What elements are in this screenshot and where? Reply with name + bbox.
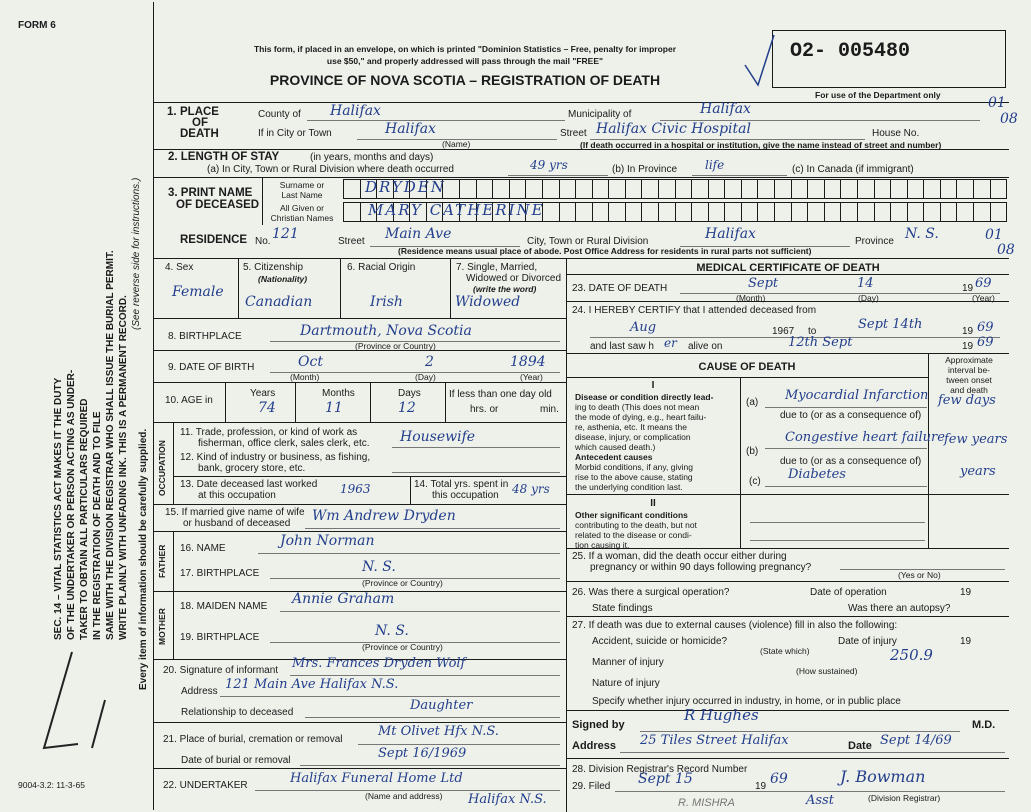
registrar-assistant: Asst	[806, 793, 834, 808]
interval-header-1: Approximate	[945, 355, 993, 365]
age-years-label: Years	[250, 388, 276, 399]
residence-province-label: Province	[855, 236, 894, 247]
burial-value: Mt Olivet Hfx N.S.	[378, 724, 499, 739]
father-name-value: John Norman	[280, 533, 375, 549]
last-saw-her: er	[664, 336, 677, 350]
residence-no-label: No.	[255, 236, 271, 247]
how-sustained-caption: (How sustained)	[796, 666, 858, 676]
filed-year-prefix: 19	[755, 781, 767, 792]
sidebar-line-6: WRITE PLAINLY WITH UNFADING INK. THIS IS A PERMANENT RECORD.	[118, 295, 129, 640]
mother-birthplace-label: 19. BIRTHPLACE	[180, 632, 260, 643]
signed-label: Signed by	[572, 719, 625, 731]
stay-a-value: 49 yrs	[530, 158, 568, 172]
city-value: Halifax	[385, 121, 436, 137]
sidebar-line-2: OF THE UNDERTAKER OR PERSON ACTING AS UNDER-	[66, 369, 77, 640]
physician-address-label: Address	[572, 740, 617, 752]
age-years: 74	[258, 400, 276, 416]
city-name-caption: (Name)	[442, 139, 471, 149]
record-number-label: 28. Division Registrar's Record Number	[572, 764, 748, 775]
place-street-label: Street	[560, 128, 587, 139]
interval-header-4: and death	[950, 385, 988, 395]
sex-value: Female	[172, 284, 224, 300]
attended-to-year: 69	[977, 320, 994, 335]
physician-address: 25 Tiles Street Halifax	[640, 733, 789, 748]
marital-value: Widowed	[455, 294, 521, 310]
father-name-label: 16. NAME	[180, 543, 226, 554]
burial-date-label: Date of burial or removal	[181, 755, 291, 766]
name-label-1: 3. PRINT NAME	[168, 187, 253, 199]
stay-b-label: (b) In Province	[612, 164, 678, 175]
woman-label-2: pregnancy or within 90 days following pregnancy?	[590, 562, 812, 573]
registrar-signature: J. Bowman	[840, 767, 926, 786]
dod-month-caption: (Month)	[736, 293, 766, 303]
total-years-value: 48 yrs	[512, 482, 550, 496]
residence-code-2: 08	[997, 242, 1015, 258]
hospital-note: (If death occurred in a hospital or institution, give the name instead of street and number)	[580, 140, 942, 150]
antecedent-label-4: the underlying condition last.	[575, 482, 683, 492]
yes-no-caption: (Yes or No)	[898, 570, 941, 580]
cause-b-value: Congestive heart failure	[785, 430, 945, 445]
registration-number: O2- 005480	[790, 40, 911, 63]
undertaker-value-2: Halifax N.S.	[468, 792, 547, 807]
birthplace-caption: (Province or Country)	[355, 341, 436, 351]
interval-b-value: few years	[944, 432, 1008, 447]
dob-month: Oct	[298, 354, 323, 370]
surname-value: DRYDEN	[365, 178, 446, 196]
sidebar-line-8: Every item of information should be carefully supplied.	[138, 428, 149, 690]
mail-notice-2: use $50," and properly addressed will pass through the mail "FREE"	[326, 56, 604, 66]
state-which-caption: (State which)	[760, 646, 810, 656]
certify-label: 24. I HEREBY CERTIFY that I attended deceased from	[572, 305, 817, 316]
residence-city-label: City, Town or Rural Division	[527, 236, 649, 247]
attended-to-year-prefix: 19	[962, 326, 974, 337]
dob-day: 2	[425, 354, 434, 370]
undertaker-caption: (Name and address)	[365, 791, 443, 801]
mother-birthplace-value: N. S.	[375, 623, 409, 639]
place-of-label: OF	[192, 117, 208, 129]
age-days: 12	[398, 400, 416, 416]
marital-label-3: (write the word)	[473, 284, 537, 294]
attended-from-year: 1967	[772, 326, 795, 337]
last-worked-label-1: 13. Date deceased last worked	[180, 479, 318, 490]
trade-label-1: 11. Trade, profession, or kind of work as	[180, 427, 358, 438]
birthplace-label: 8. BIRTHPLACE	[168, 331, 242, 342]
total-years-label-1: 14. Total yrs. spent in	[414, 479, 509, 490]
residence-note: (Residence means usual place of abode. Post Office Address for residents in rural parts not sufficient)	[398, 246, 812, 256]
racial-value: Irish	[370, 294, 403, 310]
residence-street: Main Ave	[385, 226, 452, 242]
check-mark	[740, 30, 780, 90]
cause-a-value: Myocardial Infarction	[785, 388, 929, 403]
age-hrs-label: hrs. or	[470, 404, 499, 415]
place-code-1: 01	[988, 95, 1006, 111]
physician-date-label: Date	[848, 740, 872, 752]
industry-label-2: bank, grocery store, etc.	[198, 463, 306, 474]
age-label: 10. AGE in	[165, 395, 213, 406]
trade-label-2: fisherman, office clerk, sales clerk, etc.	[198, 438, 370, 449]
filed-label: 29. Filed	[572, 781, 611, 792]
injury-date-label: Date of injury	[838, 636, 897, 647]
stay-sub: (in years, months and days)	[310, 152, 434, 163]
burial-label: 21. Place of burial, cremation or removal	[163, 734, 343, 745]
age-months: 11	[325, 400, 343, 416]
spouse-value: Wm Andrew Dryden	[312, 508, 456, 524]
last-saw-label-1: and last saw h	[590, 341, 654, 352]
given-label-2: Christian Names	[270, 213, 334, 223]
place-street-value: Halifax Civic Hospital	[596, 121, 751, 137]
cause-c-value: Diabetes	[788, 467, 846, 482]
name-label-2: OF DECEASED	[176, 199, 260, 211]
dob-day-caption: (Day)	[415, 372, 436, 382]
father-birthplace-value: N. S.	[362, 559, 396, 575]
disease-label-5: disease, injury, or complication	[575, 432, 691, 442]
relationship-label: Relationship to deceased	[181, 707, 294, 718]
last-saw-year: 69	[977, 335, 994, 350]
residence-province: N. S.	[905, 226, 939, 242]
age-min-label: min.	[540, 404, 559, 415]
autopsy-label: Was there an autopsy?	[848, 603, 951, 614]
father-birthplace-caption: (Province or Country)	[362, 578, 443, 588]
dob-label: 9. DATE OF BIRTH	[168, 362, 255, 373]
informant-value: Mrs. Frances Dryden Wolf	[292, 656, 466, 671]
form-title: PROVINCE OF NOVA SCOTIA – REGISTRATION OF DEATH	[269, 72, 661, 88]
other-label-2: contributing to the death, but not	[575, 520, 697, 530]
attended-to: Sept 14th	[858, 317, 923, 332]
interval-a-value: few days	[938, 393, 996, 408]
attended-to-label: to	[808, 326, 817, 337]
last-saw-value: 12th Sept	[788, 335, 853, 350]
part-two-label: II	[650, 498, 656, 509]
father-vertical: FATHER	[157, 544, 167, 578]
sidebar-line-5: SAME WITH THE DIVISION REGISTRAR WHO SHALL ISSUE THE BURIAL PERMIT.	[105, 250, 116, 640]
dob-year: 1894	[510, 354, 546, 370]
cause-c-marker: (c)	[749, 476, 761, 487]
form-label: FORM 6	[18, 20, 56, 31]
operation-date-label: Date of operation	[810, 587, 887, 598]
mail-notice-1: This form, if placed in an envelope, on which is printed "Dominion Statistics – Free, penalty for improper	[253, 44, 677, 54]
residence-city: Halifax	[705, 226, 756, 242]
mother-birthplace-caption: (Province or Country)	[362, 642, 443, 652]
filed-date: Sept 15	[638, 771, 693, 787]
physician-signature: R Hughes	[684, 706, 759, 724]
place-code-2: 08	[1000, 111, 1018, 127]
dod-year-caption: (Year)	[972, 293, 995, 303]
injury-code: 250.9	[890, 646, 933, 664]
other-label-3: related to the disease or condi-	[575, 530, 692, 540]
interval-header-3: tween onset	[946, 375, 992, 385]
age-days-label: Days	[398, 388, 421, 399]
filed-year: 69	[770, 771, 788, 787]
racial-label: 6. Racial Origin	[347, 262, 416, 273]
dod-label: 23. DATE OF DEATH	[572, 283, 668, 294]
citizenship-sub: (Nationality)	[258, 274, 308, 284]
other-label-1: Other significant conditions	[575, 510, 688, 520]
injury-year-prefix: 19	[960, 636, 972, 647]
residence-street-label: Street	[338, 236, 365, 247]
industry-label-1: 12. Kind of industry or business, as fishing,	[180, 452, 371, 463]
physician-date: Sept 14/69	[880, 733, 952, 748]
undertaker-value: Halifax Funeral Home Ltd	[290, 771, 463, 786]
informant-label: 20. Signature of informant	[163, 665, 279, 676]
division-registrar-caption: (Division Registrar)	[868, 793, 941, 803]
given-label-1: All Given or	[280, 203, 324, 213]
given-name-value: MARY CATHERINE	[368, 201, 545, 219]
stay-b-value: life	[705, 158, 725, 172]
undertaker-label: 22. UNDERTAKER	[163, 780, 248, 791]
violence-label: 27. If death was due to external causes (violence) fill in also the following:	[572, 620, 898, 631]
antecedent-label-3: rise to the above cause, stating	[575, 472, 693, 482]
nature-label: Nature of injury	[592, 678, 660, 689]
marital-label-1: 7. Single, Married,	[456, 262, 538, 273]
stay-label: 2. LENGTH OF STAY	[168, 151, 280, 163]
spouse-label-2: or husband of deceased	[183, 518, 291, 529]
antecedent-label-1: Antecedent causes	[575, 452, 653, 462]
md-label: M.D.	[972, 719, 996, 731]
antecedent-label-2: Morbid conditions, if any, giving	[575, 462, 693, 472]
form-print-number: 9004-3.2: 11-3-65	[18, 780, 85, 790]
part-one-label: I	[651, 380, 655, 391]
disease-label-4: re, asthenia, etc. It means the	[575, 422, 687, 432]
disease-label-2: ing to death (This does not mean	[575, 402, 700, 412]
surname-label-1: Surname or	[279, 180, 325, 190]
trade-value: Housewife	[400, 429, 476, 445]
medical-header: MEDICAL CERTIFICATE OF DEATH	[696, 262, 880, 274]
specify-label: Specify whether injury occurred in industry, in home, or in public place	[592, 696, 901, 707]
operation-year-prefix: 19	[960, 587, 972, 598]
last-worked-label-2: at this occupation	[198, 490, 276, 501]
surgery-label: 26. Was there a surgical operation?	[572, 587, 730, 598]
sidebar-line-7: (See reverse side for instructions.)	[131, 177, 142, 330]
disease-label-3: the mode of dying, e.g., heart failu-	[575, 412, 707, 422]
cause-b-marker: (b)	[746, 446, 759, 457]
dob-year-caption: (Year)	[520, 372, 543, 382]
marital-label-2: Widowed or Divorced	[466, 273, 562, 284]
stay-c-label: (c) In Canada (if immigrant)	[792, 164, 914, 175]
municipality-label: Municipality of	[568, 109, 632, 120]
age-less-label: If less than one day old	[449, 389, 552, 400]
occupation-vertical: OCCUPATION	[157, 440, 167, 496]
mother-name-label: 18. MAIDEN NAME	[180, 601, 268, 612]
residence-no: 121	[272, 226, 299, 242]
informant-address-value: 121 Main Ave Halifax N.S.	[225, 677, 399, 692]
residence-label: RESIDENCE	[180, 234, 248, 246]
due-to-a: due to (or as a consequence of)	[780, 410, 922, 421]
last-saw-label-2: alive on	[688, 341, 723, 352]
dod-day-caption: (Day)	[858, 293, 879, 303]
dod-day: 14	[857, 276, 874, 291]
interval-c-value: years	[960, 464, 996, 479]
last-saw-year-prefix: 19	[962, 341, 974, 352]
stay-a-label: (a) In City, Town or Rural Division where death occurred	[207, 164, 454, 175]
age-months-label: Months	[322, 388, 355, 399]
informant-address-label: Address	[181, 686, 218, 697]
mother-vertical: MOTHER	[157, 608, 167, 645]
residence-code-1: 01	[985, 227, 1003, 243]
citizenship-label: 5. Citizenship	[243, 262, 304, 273]
department-use-caption: For use of the Department only	[815, 90, 941, 100]
father-birthplace-label: 17. BIRTHPLACE	[180, 568, 260, 579]
attended-from: Aug	[630, 320, 657, 335]
place-label: PLACE	[180, 106, 219, 118]
disease-label-6: which caused death.)	[575, 442, 656, 452]
due-to-b: due to (or as a consequence of)	[780, 456, 922, 467]
place-num: 1.	[167, 106, 177, 118]
dod-year-prefix: 19	[962, 283, 974, 294]
sidebar-line-1: SEC. 14 – VITAL STATISTICS ACT MAKES IT THE DUTY	[53, 377, 64, 640]
place-death-label: DEATH	[180, 128, 219, 140]
surname-label-2: Last Name	[281, 190, 323, 200]
sidebar-line-3: TAKER TO OBTAIN ALL PARTICULARS REQUIRED	[79, 398, 90, 640]
other-label-4: tion causing it.	[575, 540, 630, 550]
cause-header: CAUSE OF DEATH	[698, 361, 796, 373]
disease-label-1: Disease or condition directly lead-	[575, 392, 714, 402]
registrar-stamp: R. MISHRA	[678, 797, 735, 809]
findings-label: State findings	[592, 603, 653, 614]
dod-month: Sept	[748, 276, 779, 291]
county-value: Halifax	[330, 103, 381, 119]
house-no-label: House No.	[872, 128, 920, 139]
municipality-value: Halifax	[700, 101, 751, 117]
woman-label-1: 25. If a woman, did the death occur either during	[572, 551, 787, 562]
citizenship-value: Canadian	[245, 294, 313, 310]
interval-header-2: interval be-	[947, 365, 991, 375]
pencil-mark	[30, 640, 120, 770]
last-worked-value: 1963	[340, 482, 371, 496]
manner-label: Manner of injury	[592, 657, 664, 668]
accident-label: Accident, suicide or homicide?	[592, 636, 728, 647]
dob-month-caption: (Month)	[290, 372, 320, 382]
county-label: County of	[258, 109, 301, 120]
mother-name-value: Annie Graham	[292, 591, 395, 607]
sidebar-line-4: IN THE REGISTRATION OF DEATH AND TO FILE	[92, 411, 103, 640]
relationship-value: Daughter	[410, 698, 473, 713]
spouse-label-1: 15. If married give name of wife	[165, 507, 305, 518]
burial-date-value: Sept 16/1969	[378, 746, 467, 761]
total-years-label-2: this occupation	[432, 490, 499, 501]
cause-a-marker: (a)	[746, 397, 759, 408]
city-label: If in City or Town	[258, 128, 332, 139]
birthplace-value: Dartmouth, Nova Scotia	[300, 323, 472, 339]
dod-year: 69	[975, 276, 992, 291]
sex-label: 4. Sex	[165, 262, 194, 273]
